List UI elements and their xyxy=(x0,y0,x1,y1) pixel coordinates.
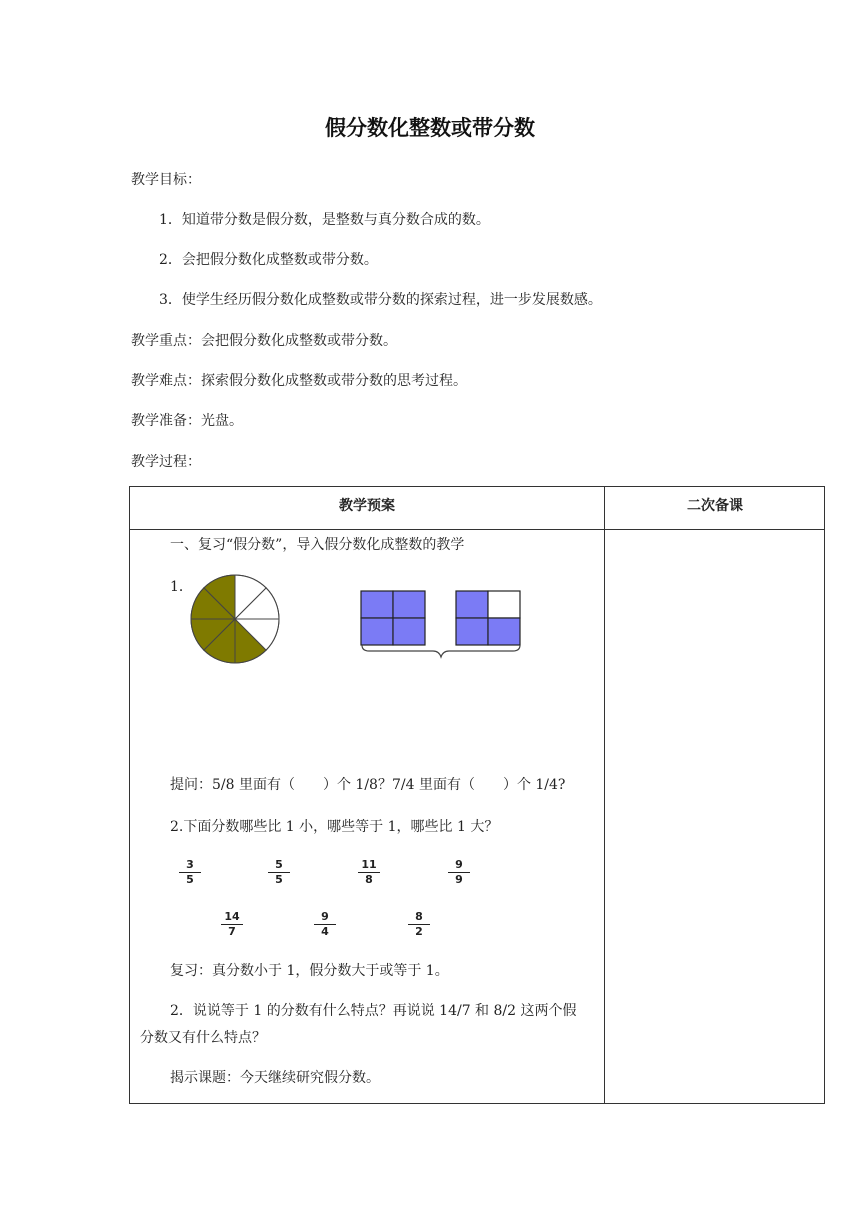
difficulty: 教学难点：探索假分数化成整数或带分数的思考过程。 xyxy=(131,373,467,389)
page-title: 假分数化整数或带分数 xyxy=(325,116,535,140)
process-heading: 教学过程： xyxy=(131,454,201,470)
square-cell-shaded xyxy=(393,618,425,645)
header-divider xyxy=(130,529,824,530)
denominator: 4 xyxy=(321,925,329,938)
denominator: 9 xyxy=(455,873,463,886)
numerator: 8 xyxy=(415,910,423,923)
item-label: 1． xyxy=(170,579,193,595)
discussion-line-2: 分数又有什么特点？ xyxy=(140,1030,266,1046)
denominator: 5 xyxy=(275,873,283,886)
fraction-5-5 xyxy=(266,859,292,886)
denominator: 2 xyxy=(415,925,423,938)
numerator: 9 xyxy=(321,910,329,923)
square-cell-empty xyxy=(488,591,520,618)
fraction-8-2 xyxy=(406,911,432,938)
denominator: 7 xyxy=(228,925,236,938)
review-note: 复习：真分数小于 1，假分数大于或等于 1。 xyxy=(170,963,449,979)
square-cell-shaded xyxy=(456,618,488,645)
denominator: 8 xyxy=(365,873,373,886)
circle-eighths xyxy=(191,575,279,663)
header-revision: 二次备课 xyxy=(687,498,743,514)
lesson-table xyxy=(129,486,825,1104)
square-quarters-2 xyxy=(456,591,520,645)
brace xyxy=(362,645,520,657)
numerator: 9 xyxy=(455,858,463,871)
column-divider xyxy=(604,487,605,1103)
square-quarters-1 xyxy=(361,591,425,645)
numerator: 11 xyxy=(361,858,377,871)
header-lesson-plan: 教学预案 xyxy=(339,498,395,514)
square-cell-shaded xyxy=(488,618,520,645)
square-cell-shaded xyxy=(456,591,488,618)
fraction-diagram xyxy=(185,573,525,665)
fraction-3-5 xyxy=(177,859,203,886)
key-point: 教学重点：会把假分数化成整数或带分数。 xyxy=(131,333,397,349)
numerator: 14 xyxy=(224,910,240,923)
goal-item: 1．知道带分数是假分数，是整数与真分数合成的数。 xyxy=(159,212,490,228)
question-2: 2.下面分数哪些比 1 小，哪些等于 1，哪些比 1 大？ xyxy=(170,819,499,835)
fraction-9-4 xyxy=(312,911,338,938)
denominator: 5 xyxy=(186,873,194,886)
section-heading: 一、复习“假分数”，导入假分数化成整数的教学 xyxy=(170,537,465,553)
goal-item: 2．会把假分数化成整数或带分数。 xyxy=(159,252,378,268)
numerator: 5 xyxy=(275,858,283,871)
discussion-line-1: 2．说说等于 1 的分数有什么特点？再说说 14/7 和 8/2 这两个假 xyxy=(170,1003,577,1019)
square-cell-shaded xyxy=(361,591,393,618)
question-1: 提问：5/8 里面有（ ）个 1/8？7/4 里面有（ ）个 1/4? xyxy=(170,777,566,793)
fraction-11-8 xyxy=(356,859,382,886)
fraction-9-9 xyxy=(446,859,472,886)
goals-heading: 教学目标： xyxy=(131,172,201,188)
fraction-14-7 xyxy=(219,911,245,938)
preparation: 教学准备：光盘。 xyxy=(131,413,243,429)
numerator: 3 xyxy=(186,858,194,871)
square-cell-shaded xyxy=(361,618,393,645)
goal-item: 3．使学生经历假分数化成整数或带分数的探索过程，进一步发展数感。 xyxy=(159,292,602,308)
reveal-topic: 揭示课题：今天继续研究假分数。 xyxy=(170,1070,380,1086)
square-cell-shaded xyxy=(393,591,425,618)
